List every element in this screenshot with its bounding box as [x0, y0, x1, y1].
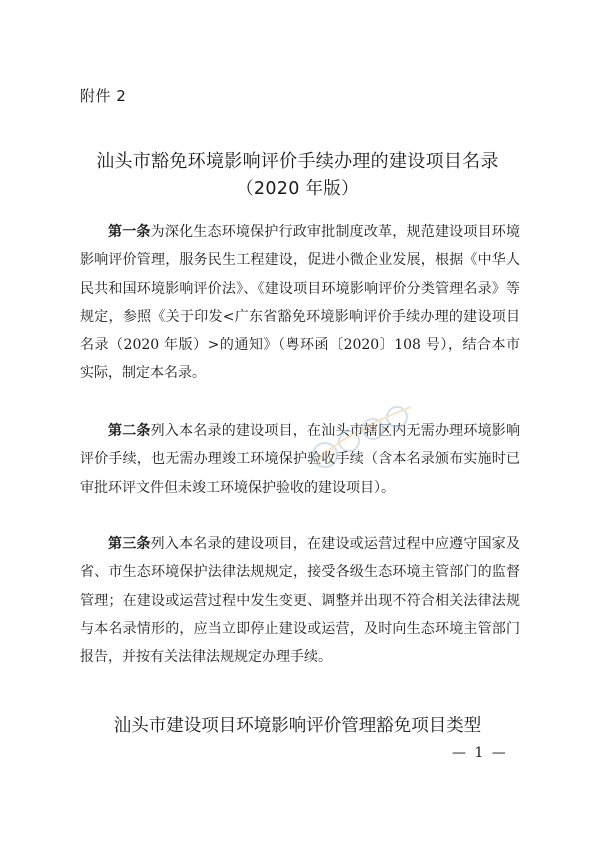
- article-2-paragraph: [80, 417, 520, 502]
- article-2-text: 列入本名录的建设项目，在汕头市辖区内无需办理环境影响评价手续，也无需办理竣工环境保护验收手续（含本名录颁布实施时已审批环评文件但未竣工环境保护验收的建设项目）。: [80, 423, 521, 496]
- article-3-paragraph: [80, 530, 520, 671]
- watermark-logo: [303, 393, 423, 483]
- attachment-label: 附件 2: [80, 87, 127, 105]
- document-title: 汕头市豁免环境影响评价手续办理的建设项目名录: [96, 151, 499, 172]
- document-title-edition: （2020 年版）: [236, 179, 359, 199]
- article-1-text: 为深化生态环境保护行政审批制度改革，规范建设项目环境影响评价管理，服务民生工程建设，促进小微企业发展，根据《中华人民共和国环境影响评价法》、《建设项目环境影响评价分类管理名录》等规定，参照《关于印发<广东省豁免环境影响评价手续办理的建设项目名录（2020 年版）>的通知》（粤环函〔2020〕108 号），结合本市实际，制定本名录。: [80, 224, 521, 382]
- page-number: — 1 —: [452, 745, 508, 761]
- article-3-text: 列入本名录的建设项目，在建设或运营过程中应遵守国家及省、市生态环境保护法律法规规定，接受各级生态环境主管部门的监督管理；在建设或运营过程中发生变更、调整并出现不符合相关法律法规与本名录情形的，应当立即停止建设或运营，及时向生态环境主管部门报告，并按有关法律法规规定办理手续。: [80, 536, 521, 666]
- article-1-paragraph: [80, 218, 520, 388]
- article-1-lead: 第一条: [108, 224, 151, 240]
- article-2-lead: 第二条: [108, 423, 151, 439]
- article-3-lead: 第三条: [108, 536, 151, 552]
- section-title: 汕头市建设项目环境影响评价管理豁免项目类型: [113, 716, 482, 736]
